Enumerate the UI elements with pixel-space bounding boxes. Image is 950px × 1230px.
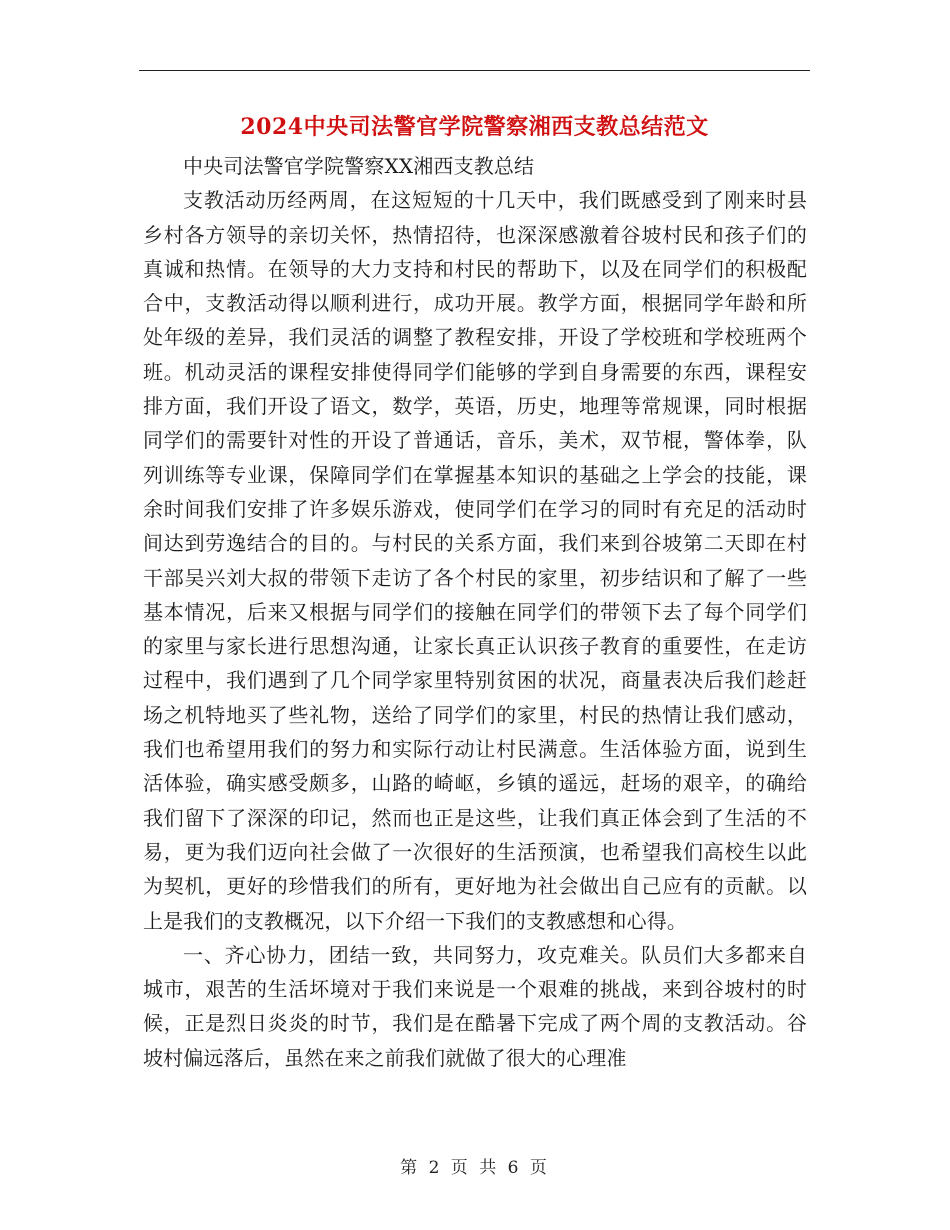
body-paragraph: 支教活动历经两周，在这短短的十几天中，我们既感受到了刚来时县乡村各方领导的亲切关怀，热情招待，也深深感激着谷坡村民和孩子们的真诚和热情。在领导的大力支持和村民的帮助下，以及在同学们的积极配合中，支教活动得以顺利进行，成功开展。教学方面，根据同学年龄和所处年级的差异，我们灵活的调整了教程安排，开设了学校班和学校班两个班。机动灵活的课程安排使得同学们能够的学到自身需要的东西，课程安排方面，我们开设了语文，数学，英语，历史，地理等常规课，同时根据同学们的需要针对性的开设了普通话，音乐，美术，双节棍，警体拳，队列训练等专业课，保障同学们在掌握基本知识的基础之上学会的技能，课余时间我们安排了许多娱乐游戏，使同学们在学习的同时有充足的活动时间达到劳逸结合的目的。与村民的关系方面，我们来到谷坡第二天即在村干部吴兴刘大叔的带领下走访了各个村民的家里，初步结识和了解了一些基本情况，后来又根据与同学们的接触在同学们的带领下去了每个同学们的家里与家长进行思想沟通，让家长真正认识孩子教育的重要性，在走访过程中，我们遇到了几个同学家里特别贫困的状况，商量表决后我们趁赶场之机特地买了些礼物，送给了同学们的家里，村民的热情让我们感动，我们也希望用我们的努力和实际行动让村民满意。生活体验方面，说到生活体验，确实感受颇多，山路的崎岖，乡镇的遥远，赶场的艰辛，的确给我们留下了深深的印记，然而也正是这些，让我们真正体会到了生活的不易，更为我们迈向社会做了一次很好的生活预演，也希望我们高校生以此为契机，更好的珍惜我们的所有，更好地为社会做出自己应有的贡献。以上是我们的支教概况，以下介绍一下我们的支教感想和心得。 (143, 188, 807, 933)
body-paragraph: 一、齐心协力，团结一致，共同努力，攻克难关。队员们大多都来自城市，艰苦的生活坏境对于我们来说是一个艰难的挑战，来到谷坡村的时候，正是烈日炎炎的时节，我们是在酷暑下完成了两个周的支教活动。谷坡村偏远落后，虽然在来之前我们就做了很大的心理准 (143, 942, 807, 1070)
page-footer: 第 2 页 共 6 页 (400, 1158, 550, 1178)
document-title: 2024中央司法警官学院警察湘西支教总结范文 (240, 114, 709, 140)
header-rule (139, 70, 810, 71)
document-body (143, 149, 807, 1075)
subtitle-paragraph: 中央司法警官学院警察XX湘西支教总结 (183, 154, 535, 178)
